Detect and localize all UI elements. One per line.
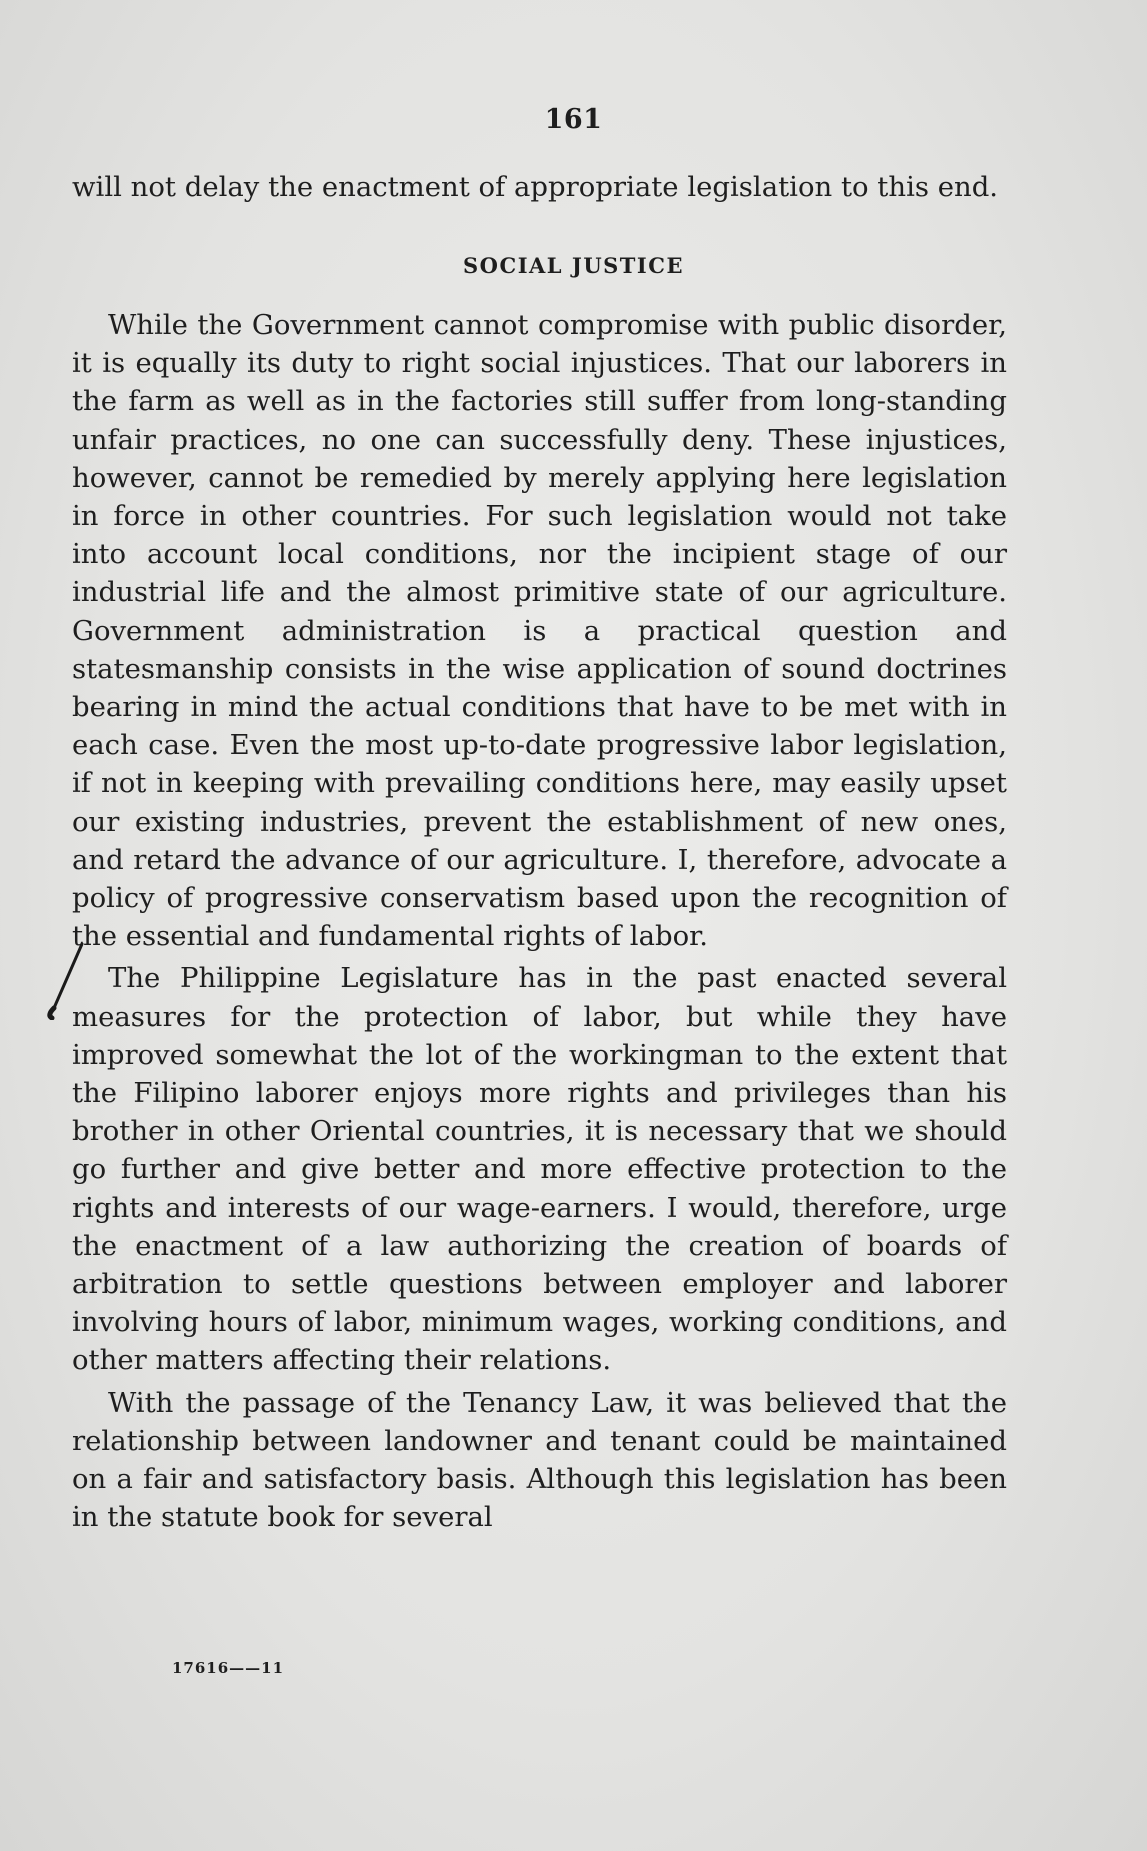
section-heading: SOCIAL JUSTICE [463,253,684,278]
paragraph-3: With the passage of the Tenancy Law, it was believed that the relationship between landowner and tenant could be maintained on a fair and satisfactory basis. Although this legislation has been in the statute book for several [72,1386,1007,1534]
body-text [72,306,1007,1537]
paragraph-2: The Philippine Legislature has in the past enacted several measures for the protection of labor, but while they have improved somewhat the lot of the workingman to the extent that the Filipino laborer enjoys more rights and privileges than his brother in other Oriental countries, it is necessary that we should go further and give better and more effective protection to the rights and interests of our wage-earners. I would, therefore, urge the enactment of a law authorizing the creation of boards of arbitration to settle questions between employer and laborer involving hours of labor, minimum wages, working conditions, and other matters affecting their relations. [72,962,1007,1377]
continuation-paragraph: will not delay the enactment of appropriate legislation to this end. [72,171,999,203]
handwritten-margin-mark-icon [40,940,100,1020]
printer-signature: 17616——11 [172,1659,285,1677]
page-number: 161 [544,104,603,135]
continuation-text [72,168,1007,206]
paragraph-1: While the Government cannot compromise with public disorder, it is equally its duty to right social injustices. That our laborers in the farm as well as in the factories still suffer from long-standing unfair practices, no one can successfully deny. These injustices, however, cannot be remedied by merely applying here legislation in force in other countries. For such legislation would not take into account local conditions, nor the incipient stage of our industrial life and the almost primitive state of our agriculture. Government administration is a practical question and statesmanship consists in the wise application of sound doctrines bearing in mind the actual conditions that have to be met with in each case. Even the most up-to-date progressive labor legislation, if not in keeping with prevailing conditions here, may easily upset our existing industries, prevent the establishment of new ones, and retard the advance of our agriculture. I, therefore, advocate a policy of progressive conservatism based upon the recognition of the essential and fundamental rights of labor. [72,309,1007,953]
